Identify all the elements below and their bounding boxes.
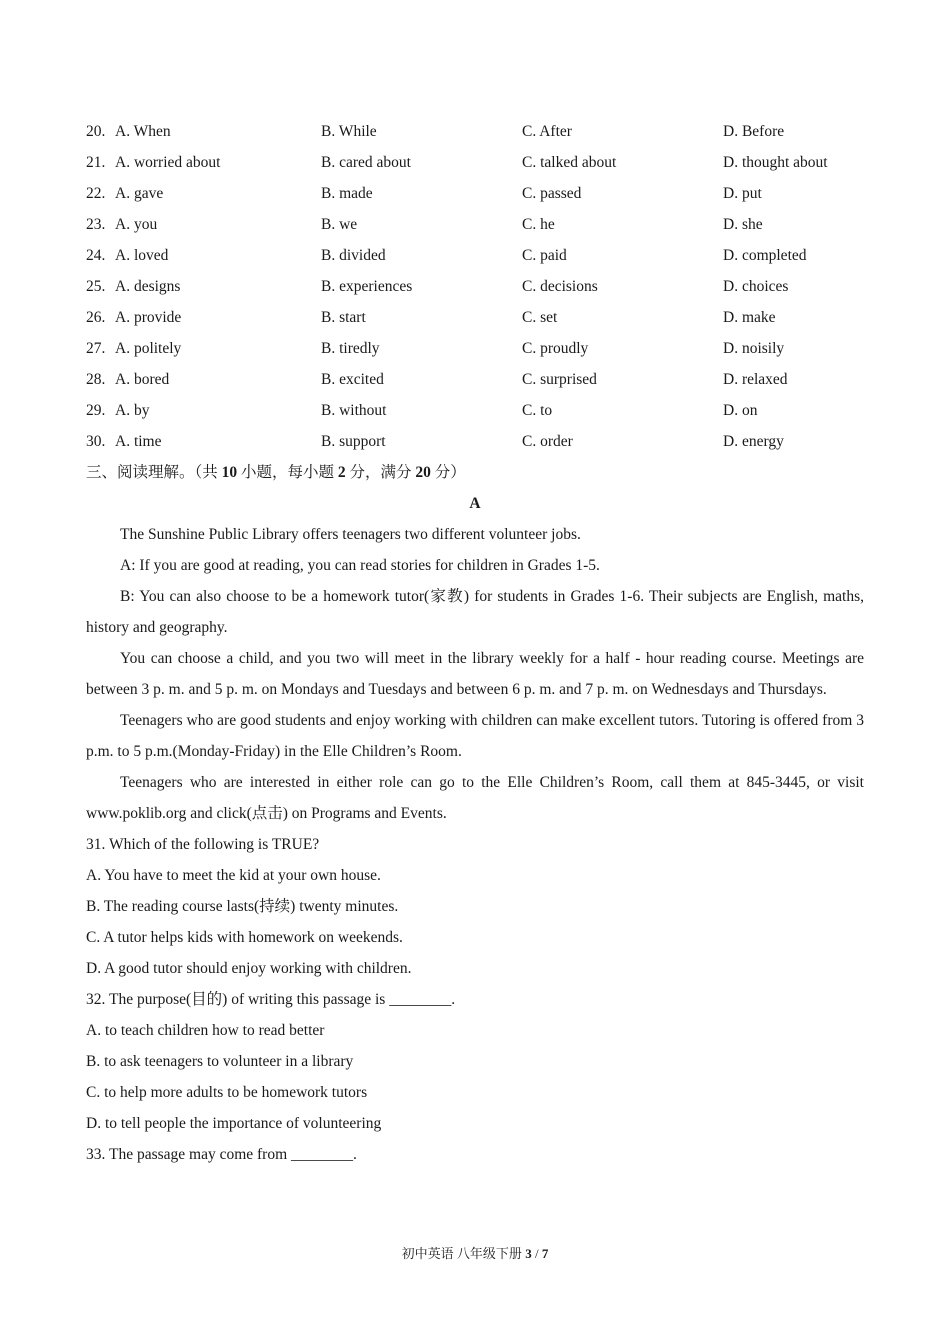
footer-label: 初中英语 八年级下册 [401, 1246, 526, 1261]
option-d: D. noisily [723, 340, 785, 357]
option-a: A. bored [115, 371, 170, 388]
option-b: B. tiredly [321, 340, 380, 357]
option-a: A. politely [115, 340, 182, 357]
section-heading-mid2: 分，满分 [345, 464, 416, 481]
question-number: 23. [86, 216, 106, 233]
option-row [86, 302, 864, 333]
option-b: B. divided [321, 247, 386, 264]
option-d: D. energy [723, 433, 784, 450]
passage-paragraph: B: You can also choose to be a homework tutor(家教) for students in Grades 1-6. Their subjects are English, maths, history and geography. [86, 588, 864, 636]
passage-title: A [469, 495, 481, 512]
option-b: B. start [321, 309, 366, 326]
passage-paragraph: Teenagers who are good students and enjoy working with children can make excellent tutors. Tutoring is offered from 3 p.m. to 5 p.m.(Monday-Friday) in the Elle Children’s Room. [86, 712, 864, 760]
option-b: B. we [321, 216, 358, 233]
answer-choice: C. to help more adults to be homework tutors [86, 1084, 368, 1101]
question-number: 20. [86, 123, 106, 140]
option-c: C. order [522, 433, 573, 450]
passage-paragraph: A: If you are good at reading, you can read stories for children in Grades 1-5. [120, 557, 600, 574]
question-list [86, 829, 864, 1170]
cloze-options [86, 116, 864, 457]
option-c: C. paid [522, 247, 567, 264]
section-total-points: 20 [415, 464, 431, 481]
option-row [86, 426, 864, 457]
question-stem: 33. The passage may come from ________. [86, 1146, 357, 1163]
option-a: A. loved [115, 247, 169, 264]
option-c: C. After [522, 123, 572, 140]
option-d: D. choices [723, 278, 789, 295]
question-number: 28. [86, 371, 106, 388]
option-a: A. provide [115, 309, 182, 326]
option-row [86, 333, 864, 364]
option-row [86, 395, 864, 426]
option-d: D. completed [723, 247, 807, 264]
option-a: A. designs [115, 278, 181, 295]
option-c: C. set [522, 309, 558, 326]
section-heading [86, 457, 864, 488]
section-heading-prefix: 三、阅读理解。（共 [86, 464, 222, 481]
option-b: B. made [321, 185, 373, 202]
option-c: C. to [522, 402, 553, 419]
option-d: D. thought about [723, 154, 828, 171]
section-heading-mid: 小题，每小题 [237, 464, 338, 481]
option-row [86, 271, 864, 302]
answer-choice: D. A good tutor should enjoy working with children. [86, 960, 412, 977]
option-d: D. she [723, 216, 763, 233]
option-a: A. time [115, 433, 162, 450]
footer-page-number: 3 [525, 1246, 532, 1261]
option-b: B. support [321, 433, 386, 450]
passage-paragraph: You can choose a child, and you two will meet in the library weekly for a half - hour reading course. Meetings are between 3 p. m. and 5 p. m. on Mondays and Tuesdays and between 6 p. m. and 7 p. m. on Wednesdays and Thursdays. [86, 650, 864, 698]
page-footer [0, 1244, 950, 1264]
footer-separator: / [531, 1246, 542, 1261]
option-a: A. gave [115, 185, 164, 202]
answer-choice: B. The reading course lasts(持续) twenty minutes. [86, 898, 399, 915]
option-b: B. cared about [321, 154, 411, 171]
question-stem: 32. The purpose(目的) of writing this passage is ________. [86, 991, 456, 1008]
footer-page-total: 7 [541, 1246, 549, 1261]
option-c: C. surprised [522, 371, 597, 388]
option-b: B. While [321, 123, 377, 140]
exam-page [86, 116, 864, 1170]
question-number: 22. [86, 185, 106, 202]
question-number: 21. [86, 154, 106, 171]
option-c: C. decisions [522, 278, 598, 295]
section-heading-suffix: 分） [430, 464, 466, 481]
option-row [86, 209, 864, 240]
option-row [86, 240, 864, 271]
question-stem: 31. Which of the following is TRUE? [86, 836, 320, 853]
option-row [86, 178, 864, 209]
option-b: B. experiences [321, 278, 413, 295]
question-number: 27. [86, 340, 106, 357]
answer-choice: C. A tutor helps kids with homework on weekends. [86, 929, 403, 946]
option-a: A. by [115, 402, 150, 419]
answer-choice: D. to tell people the importance of volunteering [86, 1115, 382, 1132]
option-b: B. without [321, 402, 387, 419]
section-points-each: 2 [337, 464, 346, 481]
section-question-count: 10 [221, 464, 238, 481]
option-a: A. worried about [115, 154, 221, 171]
option-row [86, 116, 864, 147]
option-b: B. excited [321, 371, 384, 388]
question-number: 25. [86, 278, 106, 295]
passage-paragraph: The Sunshine Public Library offers teenagers two different volunteer jobs. [120, 526, 581, 543]
question-number: 24. [86, 247, 106, 264]
option-d: D. relaxed [723, 371, 788, 388]
question-number: 30. [86, 433, 106, 450]
option-c: C. proudly [522, 340, 589, 357]
answer-choice: A. to teach children how to read better [86, 1022, 325, 1039]
question-number: 29. [86, 402, 106, 419]
option-d: D. make [723, 309, 776, 326]
question-number: 26. [86, 309, 106, 326]
option-c: C. he [522, 216, 555, 233]
passage-paragraph: Teenagers who are interested in either role can go to the Elle Children’s Room, call them at 845-3445, or visit www.poklib.org and click(点击) on Programs and Events. [86, 774, 864, 822]
answer-choice: A. You have to meet the kid at your own house. [86, 867, 381, 884]
option-row [86, 364, 864, 395]
option-a: A. When [115, 123, 171, 140]
option-d: D. put [723, 185, 762, 202]
option-c: C. passed [522, 185, 582, 202]
option-d: D. Before [723, 123, 785, 140]
option-c: C. talked about [522, 154, 617, 171]
option-a: A. you [115, 216, 158, 233]
answer-choice: B. to ask teenagers to volunteer in a library [86, 1053, 354, 1070]
option-row [86, 147, 864, 178]
option-d: D. on [723, 402, 758, 419]
